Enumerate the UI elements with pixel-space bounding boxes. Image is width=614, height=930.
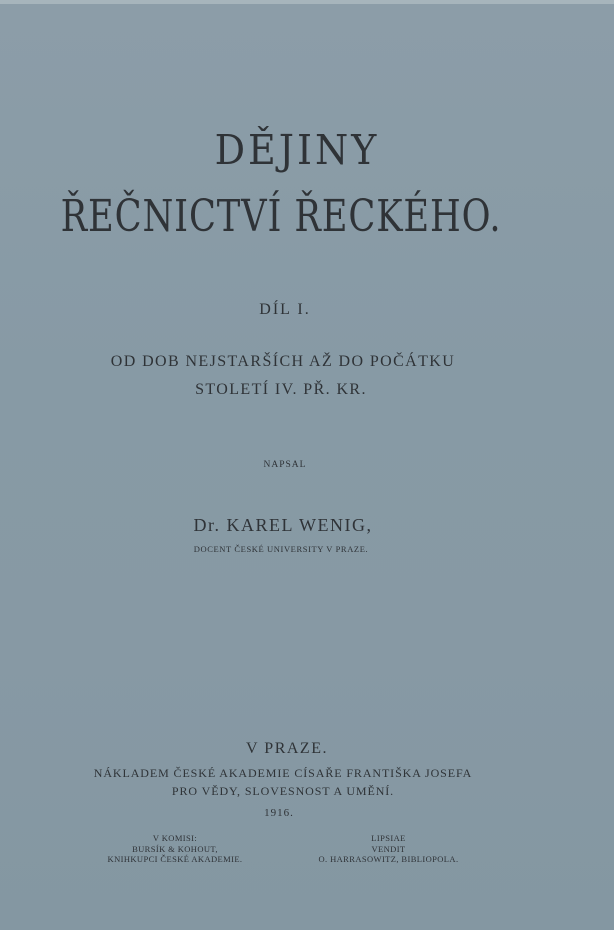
publication-year: 1916. [264, 807, 294, 819]
subtitle-line-2: STOLETÍ IV. PŘ. KR. [195, 381, 367, 398]
publication-city: V PRAZE. [246, 740, 328, 757]
cover-top-edge [0, 0, 614, 4]
commission-block [95, 833, 255, 865]
foreign-vendit: VENDIT [371, 843, 406, 854]
title-line-2: ŘEČNICTVÍ ŘECKÉHO. [60, 190, 502, 242]
commission-label: V KOMISI: [152, 833, 198, 843]
title-line-1: DĚJINY [214, 126, 380, 174]
foreign-seller-block [306, 833, 471, 865]
author-name: Dr. KAREL WENIG, [193, 515, 373, 535]
subtitle-line-1: OD DOB NEJSTARŠÍCH AŽ DO POČÁTKU [110, 353, 456, 370]
volume-part: DÍL I. [259, 301, 311, 318]
publisher-line-2: PRO VĚDY, SLOVESNOST A UMĚNÍ. [171, 784, 395, 798]
wrote-by-label: NAPSAL [263, 460, 307, 470]
author-position: DOCENT ČESKÉ UNIVERSITY V PRAZE. [193, 544, 369, 554]
foreign-seller: O. HARRASOWITZ, BIBLIOPOLA. [318, 854, 459, 864]
commission-seller: BURSÍK & KOHOUT, [132, 843, 218, 854]
commission-seller-role: KNIHKUPCI ČESKÉ AKADEMIE. [107, 854, 243, 864]
foreign-city: LIPSIAE [371, 833, 406, 843]
publisher-line-1: NÁKLADEM ČESKÉ AKADEMIE CÍSAŘE FRANTIŠKA JOSEFA [93, 766, 473, 780]
